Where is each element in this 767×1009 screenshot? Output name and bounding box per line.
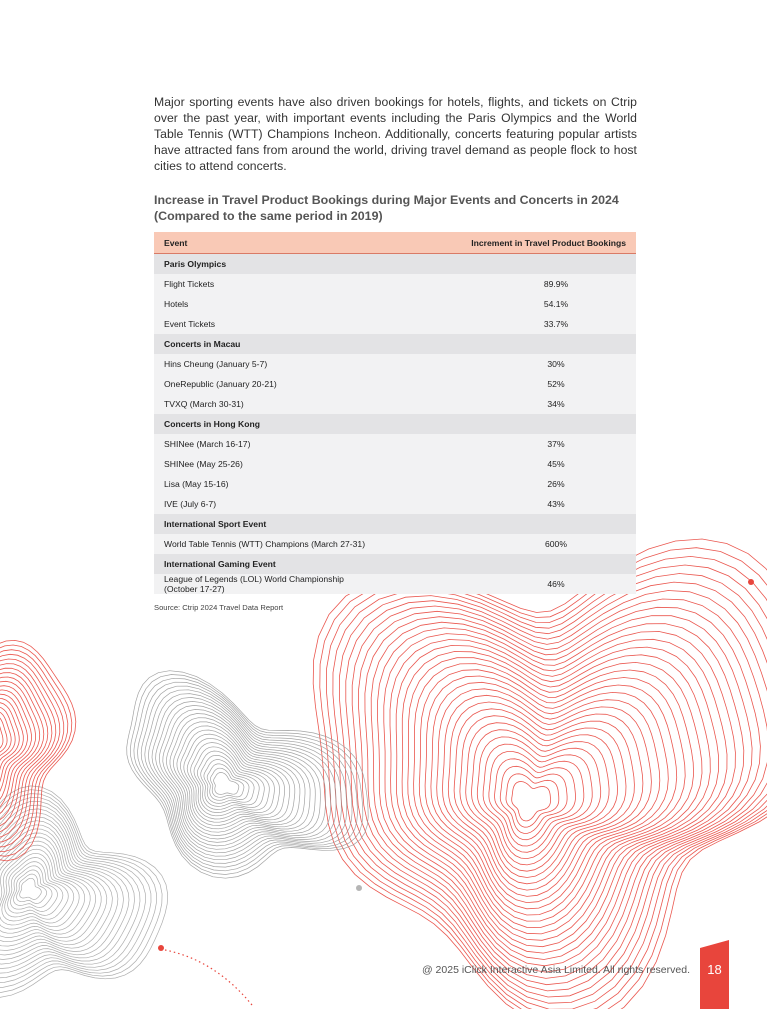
- table-row: [154, 394, 636, 414]
- group-label: International Gaming Event: [154, 554, 636, 574]
- table-title-line-2: (Compared to the same period in 2019): [154, 209, 383, 223]
- table-row: [154, 494, 636, 514]
- page-number: 18: [707, 962, 722, 977]
- red-dot-decoration-2: [158, 945, 164, 951]
- event-cell: Event Tickets: [154, 314, 376, 334]
- group-label: Concerts in Hong Kong: [154, 414, 636, 434]
- group-row: [154, 514, 636, 534]
- intro-paragraph: Major sporting events have also driven bookings for hotels, flights, and tickets on Ctrip over the past year, with important events including the Paris Olympics and the World Table Tennis (WTT) Champions Incheon. Additionally, concerts featuring popular artists have attracted fans from around the world, driving travel demand as people flock to host cities to attend concerts.: [154, 95, 637, 173]
- gray-contour-lines-decoration: [127, 671, 369, 879]
- gray-dot-decoration: [356, 885, 362, 891]
- event-cell: Flight Tickets: [154, 274, 376, 294]
- table-row: [154, 474, 636, 494]
- bookings-table: [154, 232, 636, 594]
- value-cell: 30%: [376, 354, 636, 374]
- event-cell: TVXQ (March 30-31): [154, 394, 376, 414]
- header-event: Event: [154, 232, 376, 254]
- event-cell: Hins Cheung (January 5-7): [154, 354, 376, 374]
- value-cell: 37%: [376, 434, 636, 454]
- table-header-row: [154, 232, 636, 254]
- value-cell: 89.9%: [376, 274, 636, 294]
- table-row: [154, 294, 636, 314]
- event-cell: OneRepublic (January 20-21): [154, 374, 376, 394]
- table-row: [154, 434, 636, 454]
- header-increment: Increment in Travel Product Bookings: [376, 232, 636, 254]
- value-cell: 26%: [376, 474, 636, 494]
- table-title: [154, 192, 637, 224]
- table-row: [154, 574, 636, 594]
- source-note: Source: Ctrip 2024 Travel Data Report: [154, 603, 284, 612]
- group-label: Paris Olympics: [154, 254, 636, 275]
- dotted-curve-decoration: [165, 950, 252, 1005]
- event-cell: SHINee (May 25-26): [154, 454, 376, 474]
- value-cell: 54.1%: [376, 294, 636, 314]
- value-cell: 33.7%: [376, 314, 636, 334]
- event-cell: Hotels: [154, 294, 376, 314]
- value-cell: 600%: [376, 534, 636, 554]
- main-content: [154, 94, 637, 612]
- footer-copyright: @ 2025 iClick Interactive Asia Limited. All rights reserved.: [421, 964, 690, 976]
- value-cell: 52%: [376, 374, 636, 394]
- group-label: Concerts in Macau: [154, 334, 636, 354]
- table-row: [154, 454, 636, 474]
- table-row: [154, 534, 636, 554]
- table-row: [154, 314, 636, 334]
- group-row: [154, 334, 636, 354]
- value-cell: 34%: [376, 394, 636, 414]
- value-cell: 43%: [376, 494, 636, 514]
- event-cell: World Table Tennis (WTT) Champions (March 27-31): [154, 534, 376, 554]
- group-label: International Sport Event: [154, 514, 636, 534]
- event-cell: Lisa (May 15-16): [154, 474, 376, 494]
- table-title-line-1: Increase in Travel Product Bookings during Major Events and Concerts in 2024: [154, 193, 619, 207]
- event-cell: League of Legends (LOL) World Championship (October 17-27): [154, 574, 376, 594]
- group-row: [154, 254, 636, 275]
- value-cell: 45%: [376, 454, 636, 474]
- table-row: [154, 354, 636, 374]
- group-row: [154, 554, 636, 574]
- table-row: [154, 374, 636, 394]
- table-row: [154, 274, 636, 294]
- event-cell: SHINee (March 16-17): [154, 434, 376, 454]
- red-dot-decoration: [748, 579, 754, 585]
- event-cell: IVE (July 6-7): [154, 494, 376, 514]
- group-row: [154, 414, 636, 434]
- value-cell: 46%: [376, 574, 636, 594]
